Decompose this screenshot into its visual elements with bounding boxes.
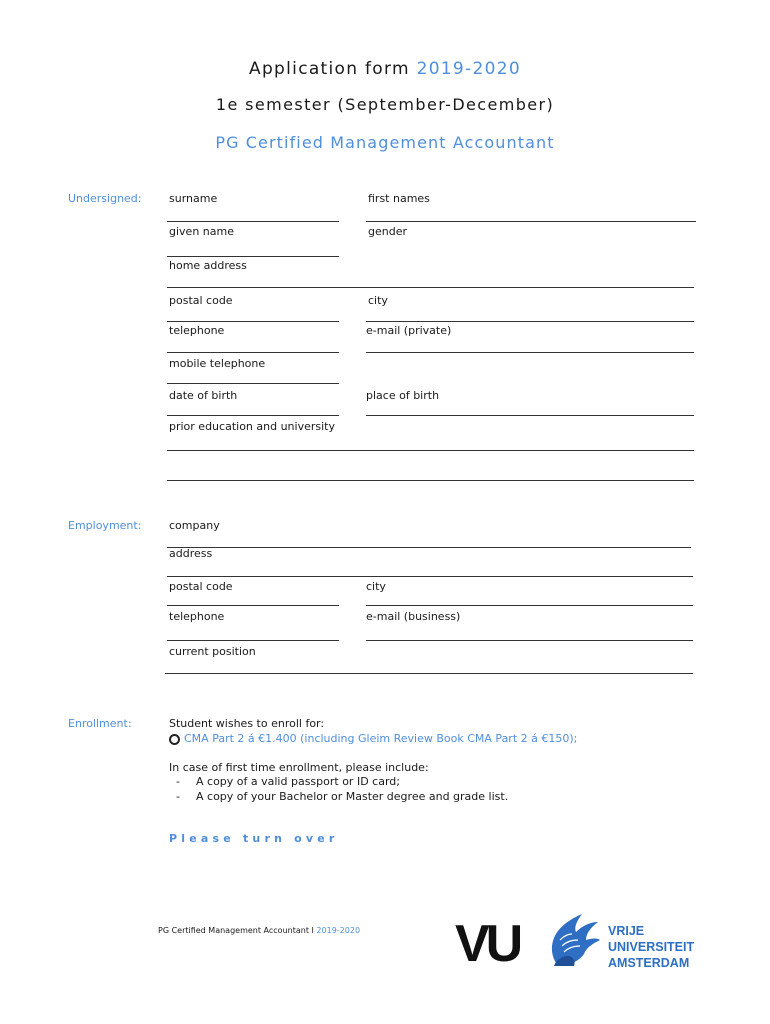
gender-label: gender [368, 225, 407, 238]
prior-education-field-2[interactable] [167, 480, 694, 481]
footer-year: 2019-2020 [316, 926, 361, 935]
footer-program-name: PG Certified Management Accountant [158, 926, 309, 935]
employment-label: Employment: [68, 519, 142, 532]
current-position-field[interactable] [165, 673, 693, 674]
mobile-telephone-field[interactable] [167, 383, 339, 384]
undersigned-label: Undersigned: [68, 192, 142, 205]
radio-button-icon[interactable] [169, 734, 180, 745]
first-names-label: first names [368, 192, 430, 205]
email-business-field[interactable] [366, 640, 693, 641]
city-field[interactable] [366, 321, 694, 322]
requirement-item [176, 775, 400, 788]
form-title-prefix: Application form [249, 59, 410, 79]
form-title-year: 2019-2020 [416, 59, 521, 79]
vu-name-line3: AMSTERDAM [608, 956, 690, 970]
vu-logo-letters: VU [455, 915, 520, 973]
requirement-item [176, 790, 509, 803]
prior-education-label: prior education and university [169, 420, 335, 433]
email-private-field[interactable] [366, 352, 694, 353]
home-address-label: home address [169, 259, 247, 272]
cma-option-label: CMA Part 2 á €1.400 (including Gleim Review Book CMA Part 2 á €150); [184, 732, 578, 745]
date-of-birth-field[interactable] [167, 415, 339, 416]
company-label: company [169, 519, 220, 532]
city-label: city [368, 294, 388, 307]
first-names-field[interactable] [366, 221, 696, 222]
enroll-intro: Student wishes to enroll for: [169, 717, 325, 730]
employment-telephone-label: telephone [169, 610, 225, 623]
date-of-birth-label: date of birth [169, 389, 238, 402]
form-title [0, 59, 770, 79]
postal-code-field[interactable] [167, 321, 339, 322]
prior-education-field-1[interactable] [167, 450, 694, 451]
vu-name-line2: UNIVERSITEIT [608, 940, 695, 954]
mobile-telephone-label: mobile telephone [169, 357, 266, 370]
program-heading: PG Certified Management Accountant [215, 133, 555, 152]
email-private-label: e-mail (private) [366, 324, 452, 337]
employment-city-label: city [366, 580, 386, 593]
given-name-field[interactable] [167, 256, 339, 257]
home-address-field[interactable] [167, 287, 694, 288]
requirement-text: A copy of a valid passport or ID card; [196, 775, 400, 788]
current-position-label: current position [169, 645, 256, 658]
telephone-field[interactable] [167, 352, 339, 353]
place-of-birth-label: place of birth [366, 389, 440, 402]
cma-option[interactable] [169, 732, 577, 745]
employment-postal-code-label: postal code [169, 580, 233, 593]
footer-separator: I [311, 926, 314, 935]
surname-label: surname [169, 192, 218, 205]
company-field[interactable] [167, 547, 691, 548]
employment-city-field[interactable] [366, 605, 693, 606]
footer-program [158, 926, 360, 935]
employment-telephone-field[interactable] [167, 640, 339, 641]
first-time-note: In case of first time enrollment, please include: [169, 761, 429, 774]
email-business-label: e-mail (business) [366, 610, 461, 623]
given-name-label: given name [169, 225, 234, 238]
postal-code-label: postal code [169, 294, 233, 307]
vu-logo-name [608, 923, 694, 971]
vu-name-line1: VRIJE [608, 924, 645, 938]
requirement-text: A copy of your Bachelor or Master degree and grade list. [196, 790, 509, 803]
griffin-logo-icon [538, 910, 602, 972]
please-turn-over: Please turn over [169, 832, 339, 845]
employment-postal-code-field[interactable] [167, 605, 339, 606]
surname-field[interactable] [167, 221, 339, 222]
enrollment-label: Enrollment: [68, 717, 132, 730]
telephone-label: telephone [169, 324, 225, 337]
bullet-dash: - [176, 775, 180, 788]
semester-heading: 1e semester (September-December) [215, 95, 555, 114]
bullet-dash: - [176, 790, 180, 803]
employment-address-label: address [169, 547, 213, 560]
employment-address-field[interactable] [167, 576, 693, 577]
place-of-birth-field[interactable] [366, 415, 694, 416]
